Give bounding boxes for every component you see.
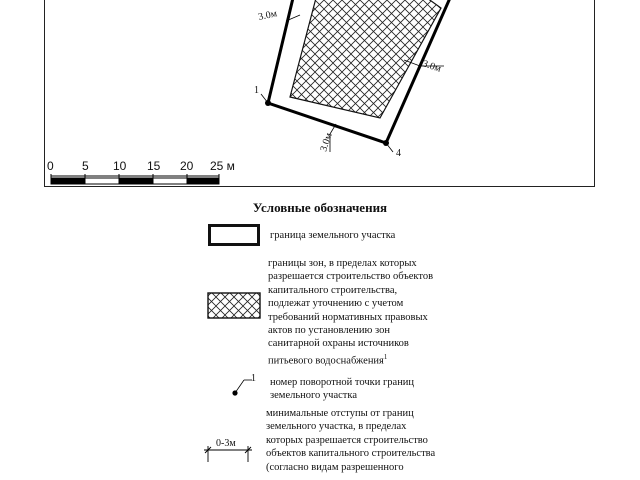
legend-item-turning-point: номер поворотной точки границ земельного участка	[270, 377, 415, 402]
scale-tick-5: 5	[82, 159, 89, 173]
offset-label-top: 3.0м	[257, 8, 279, 23]
offset-label-right: 3.0м	[421, 58, 443, 75]
legend-zone-symbol	[208, 293, 260, 318]
scale-tick-25: 25 м	[210, 159, 235, 173]
scale-tick-0: 0	[47, 159, 54, 173]
scale-tick-20: 20	[180, 159, 194, 173]
scale-tick-10: 10	[113, 159, 127, 173]
legend-item-offset: минимальные отступы от границ земельного участка, в пределах которых разрешается строительство объектов капитального строительства (согласно видам разрешенного	[266, 408, 436, 473]
scale-bar	[47, 159, 235, 184]
offset-label-bottom: 3.0м	[318, 131, 335, 153]
legend-offset-label: 0-3м	[216, 438, 236, 449]
legend-item-zone: границы зон, в пределах которых разрешается строительство объектов капитального строительства, подлежат уточнению с учетом требований нормативных правовых актов по установлению зон санитарной охраны источников питьевого водоснабжения$^1$	[268, 258, 434, 367]
legend-boundary-symbol	[208, 224, 260, 246]
legend-title: Условные обозначения	[252, 200, 388, 215]
legend-point-symbol	[232, 380, 252, 396]
legend-point-number: 1	[251, 373, 256, 384]
legend-item-boundary: граница земельного участка	[270, 230, 396, 241]
scale-tick-15: 15	[147, 159, 161, 173]
point-label-1: 1	[254, 85, 259, 96]
buildable-zone	[290, 0, 441, 118]
point-label-4: 4	[396, 148, 401, 159]
footnote-mark: 1	[383, 352, 388, 361]
